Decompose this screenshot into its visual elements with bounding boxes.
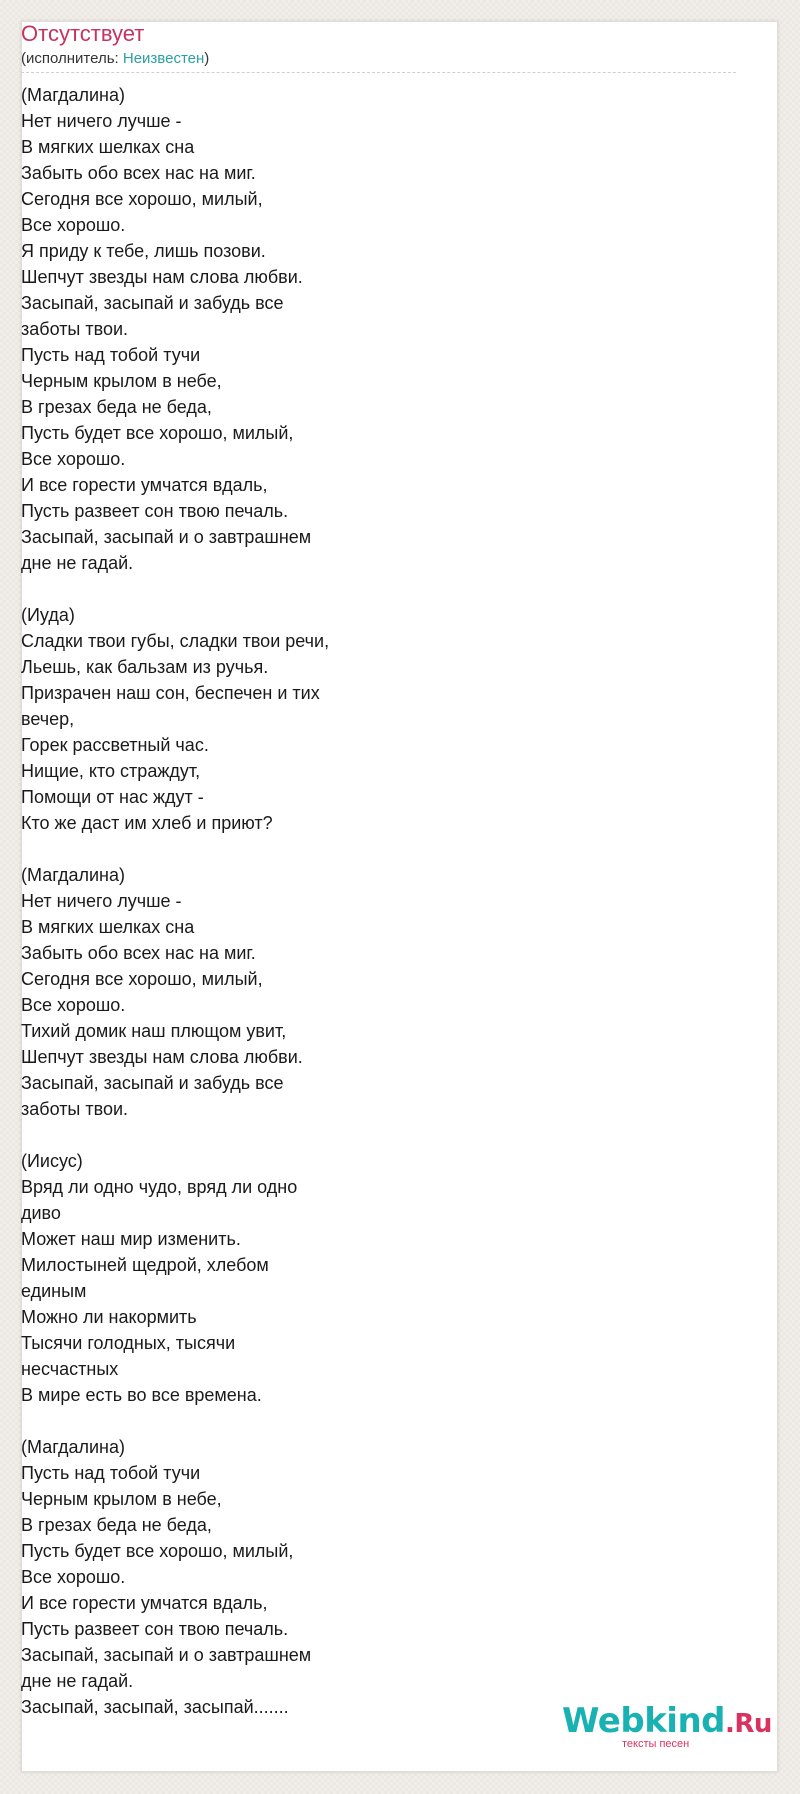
lyric-line: Засыпай, засыпай и о завтрашнем <box>21 527 312 547</box>
lyric-line: Призрачен наш сон, беспечен и тих <box>21 683 320 703</box>
lyric-line: Горек рассветный час. <box>21 735 209 755</box>
lyric-line: Сладки твои губы, сладки твои речи, <box>21 631 330 651</box>
lyric-line: (Иуда) <box>21 605 75 625</box>
lyric-line: Все хорошо. <box>21 995 126 1015</box>
artist-link[interactable]: Неизвестен <box>122 50 205 67</box>
lyric-line: Я приду к тебе, лишь позови. <box>21 241 266 261</box>
lyric-line: (Иисус) <box>21 1151 83 1171</box>
lyric-line: Может наш мир изменить. <box>21 1229 241 1249</box>
lyric-line: Шепчут звезды нам слова любви. <box>21 1047 303 1067</box>
lyric-line: Пусть развеет сон твою печаль. <box>21 1619 289 1639</box>
lyric-line: Можно ли накормить <box>21 1307 197 1327</box>
lyric-line: Нет ничего лучше - <box>21 111 182 131</box>
lyric-line: единым <box>21 1281 87 1301</box>
lyric-line: Сегодня все хорошо, милый, <box>21 189 263 209</box>
lyric-line: Забыть обо всех нас на миг. <box>21 163 256 183</box>
stanza-break <box>21 1408 736 1434</box>
stanza-break <box>21 576 736 602</box>
logo-name: Webkind <box>562 1701 725 1741</box>
lyric-line: В мире есть во все времена. <box>21 1385 262 1405</box>
logo-tagline: тексты песен <box>622 1738 690 1750</box>
lyric-line: Тихий домик наш плющом увит, <box>21 1021 287 1041</box>
lyric-line: И все горести умчатся вдаль, <box>21 475 268 495</box>
lyric-line: Все хорошо. <box>21 1567 126 1587</box>
lyric-line: Тысячи голодных, тысячи <box>21 1333 236 1353</box>
lyric-line: И все горести умчатся вдаль, <box>21 1593 268 1613</box>
lyric-line: Нет ничего лучше - <box>21 891 182 911</box>
lyric-line: (Магдалина) <box>21 865 125 885</box>
lyric-line: Пусть над тобой тучи <box>21 1463 201 1483</box>
lyric-line: В грезах беда не беда, <box>21 397 212 417</box>
lyric-line: Нищие, кто страждут, <box>21 761 201 781</box>
lyric-line: Засыпай, засыпай и забудь все <box>21 293 284 313</box>
lyric-line: Пусть будет все хорошо, милый, <box>21 1541 294 1561</box>
lyric-line: несчастных <box>21 1359 119 1379</box>
lyric-line: Пусть над тобой тучи <box>21 345 201 365</box>
lyric-line: дне не гадай. <box>21 1671 134 1691</box>
lyric-line: (Магдалина) <box>21 1437 125 1457</box>
lyric-line: Все хорошо. <box>21 215 126 235</box>
lyric-line: Засыпай, засыпай, засыпай....... <box>21 1697 289 1717</box>
lyric-line: Забыть обо всех нас на миг. <box>21 943 256 963</box>
lyric-line: Кто же даст им хлеб и приют? <box>21 813 273 833</box>
stanza-break <box>21 1122 736 1148</box>
lyric-line: В грезах беда не беда, <box>21 1515 212 1535</box>
lyric-line: Все хорошо. <box>21 449 126 469</box>
lyric-line: Черным крылом в небе, <box>21 1489 222 1509</box>
lyric-line: Милостыней щедрой, хлебом <box>21 1255 269 1275</box>
song-header <box>21 20 758 68</box>
lyric-line: Черным крылом в небе, <box>21 371 222 391</box>
lyric-line: Пусть будет все хорошо, милый, <box>21 423 294 443</box>
artist-suffix: ) <box>204 50 210 67</box>
lyric-line: В мягких шелках сна <box>21 137 195 157</box>
lyrics-text <box>21 82 736 1720</box>
lyric-line: заботы твои. <box>21 319 129 339</box>
artist-prefix: (исполнитель: <box>21 50 123 67</box>
logo-tld: .Ru <box>725 1709 772 1739</box>
lyric-line: Помощи от нас ждут - <box>21 787 204 807</box>
lyric-line: Пусть развеет сон твою печаль. <box>21 501 289 521</box>
lyric-line: заботы твои. <box>21 1099 129 1119</box>
lyric-line: (Магдалина) <box>21 85 125 105</box>
lyric-line: Сегодня все хорошо, милый, <box>21 969 263 989</box>
lyric-line: Льешь, как бальзам из ручья. <box>21 657 269 677</box>
lyric-line: дне не гадай. <box>21 553 134 573</box>
lyric-line: Вряд ли одно чудо, вряд ли одно <box>21 1177 298 1197</box>
site-logo[interactable] <box>562 1701 772 1761</box>
song-title: Отсутствует <box>21 21 145 46</box>
lyric-line: диво <box>21 1203 61 1223</box>
lyric-line: вечер, <box>21 709 75 729</box>
stanza-break <box>21 836 736 862</box>
artist-line <box>21 50 758 68</box>
lyric-line: Засыпай, засыпай и забудь все <box>21 1073 284 1093</box>
lyric-line: Шепчут звезды нам слова любви. <box>21 267 303 287</box>
header-divider <box>21 72 736 73</box>
lyric-line: В мягких шелках сна <box>21 917 195 937</box>
lyric-line: Засыпай, засыпай и о завтрашнем <box>21 1645 312 1665</box>
